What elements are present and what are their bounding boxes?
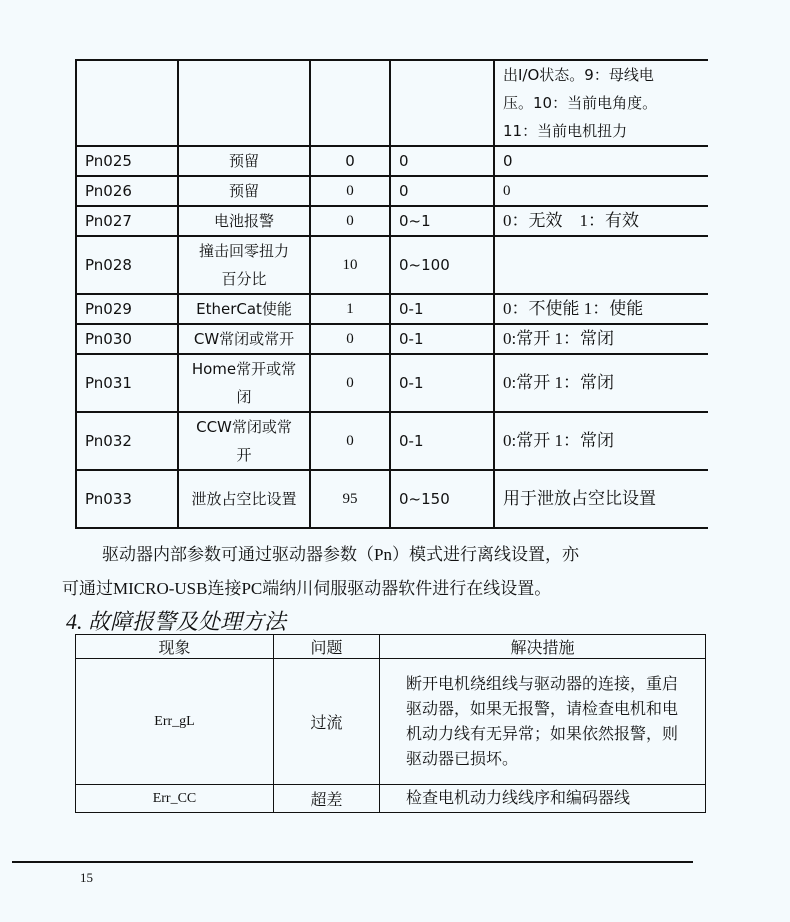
table-row <box>76 470 708 528</box>
fault-problem: 超差 <box>274 785 380 813</box>
param-desc: 0:常开 1：常闭 <box>494 412 708 470</box>
param-desc: 0 <box>494 176 708 206</box>
fault-symptom: Err_gL <box>76 659 274 785</box>
param-code: Pn033 <box>76 470 178 528</box>
param-default: 95 <box>310 470 390 528</box>
table-row <box>76 324 708 354</box>
param-name: 泄放占空比设置 <box>178 470 310 528</box>
param-range: 0-1 <box>390 294 494 324</box>
table-row <box>76 785 706 813</box>
param-range: 0~150 <box>390 470 494 528</box>
param-default: 0 <box>310 412 390 470</box>
param-default: 0 <box>310 176 390 206</box>
param-desc: 出I/O状态。9：母线电压。10：当前电角度。11：当前电机扭力 <box>494 60 708 146</box>
param-desc: 0:常开 1：常闭 <box>494 324 708 354</box>
fault-solution: 断开电机绕组线与驱动器的连接，重启驱动器，如果无报警，请检查电机和电机动力线有无异常；如果依然报警，则驱动器已损坏。 <box>380 659 706 785</box>
param-name: 撞击回零扭力百分比 <box>178 236 310 294</box>
param-desc: 0:常开 1：常闭 <box>494 354 708 412</box>
param-default: 0 <box>310 354 390 412</box>
column-header: 现象 <box>76 635 274 659</box>
footer-divider <box>12 861 693 863</box>
table-row <box>76 236 708 294</box>
param-code: Pn029 <box>76 294 178 324</box>
table-row <box>76 659 706 785</box>
fault-table <box>75 634 706 813</box>
param-code: Pn030 <box>76 324 178 354</box>
param-desc: 0：无效 1：有效 <box>494 206 708 236</box>
table-row <box>76 412 708 470</box>
table-row <box>76 354 708 412</box>
param-code: Pn031 <box>76 354 178 412</box>
param-name: CW常闭或常开 <box>178 324 310 354</box>
param-range: 0-1 <box>390 324 494 354</box>
param-name: 预留 <box>178 176 310 206</box>
param-default: 0 <box>310 324 390 354</box>
param-default: 0 <box>310 206 390 236</box>
param-range: 0 <box>390 146 494 176</box>
param-default: 10 <box>310 236 390 294</box>
param-name: EtherCat使能 <box>178 294 310 324</box>
table-row <box>76 176 708 206</box>
table-row <box>76 294 708 324</box>
param-code: Pn027 <box>76 206 178 236</box>
param-desc <box>494 236 708 294</box>
body-paragraph <box>62 538 702 606</box>
param-range: 0-1 <box>390 354 494 412</box>
param-desc: 0 <box>494 146 708 176</box>
param-code: Pn026 <box>76 176 178 206</box>
fault-problem: 过流 <box>274 659 380 785</box>
table-header-row <box>76 635 706 659</box>
param-desc: 0：不使能 1：使能 <box>494 294 708 324</box>
column-header: 问题 <box>274 635 380 659</box>
table-row <box>76 206 708 236</box>
paragraph-line: 可通过MICRO-USB连接PC端纳川伺服驱动器软件进行在线设置。 <box>62 579 552 598</box>
param-default <box>310 60 390 146</box>
section-heading: 4. 故障报警及处理方法 <box>66 609 287 634</box>
param-default: 1 <box>310 294 390 324</box>
parameter-table <box>75 59 708 529</box>
param-desc: 用于泄放占空比设置 <box>494 470 708 528</box>
param-range: 0 <box>390 176 494 206</box>
paragraph-line: 驱动器内部参数可通过驱动器参数（Pn）模式进行离线设置，亦 <box>102 545 579 564</box>
param-range <box>390 60 494 146</box>
fault-symptom: Err_CC <box>76 785 274 813</box>
param-code: Pn032 <box>76 412 178 470</box>
page-number: 15 <box>80 870 93 885</box>
param-range: 0~100 <box>390 236 494 294</box>
table-row <box>76 60 708 146</box>
param-code: Pn028 <box>76 236 178 294</box>
param-name: 电池报警 <box>178 206 310 236</box>
param-code: Pn025 <box>76 146 178 176</box>
param-name: Home常开或常闭 <box>178 354 310 412</box>
column-header: 解决措施 <box>380 635 706 659</box>
param-range: 0-1 <box>390 412 494 470</box>
param-code <box>76 60 178 146</box>
param-default: 0 <box>310 146 390 176</box>
param-name: CCW常闭或常开 <box>178 412 310 470</box>
table-row <box>76 146 708 176</box>
param-name <box>178 60 310 146</box>
fault-solution: 检查电机动力线线序和编码器线 <box>380 785 706 813</box>
param-range: 0~1 <box>390 206 494 236</box>
param-name: 预留 <box>178 146 310 176</box>
